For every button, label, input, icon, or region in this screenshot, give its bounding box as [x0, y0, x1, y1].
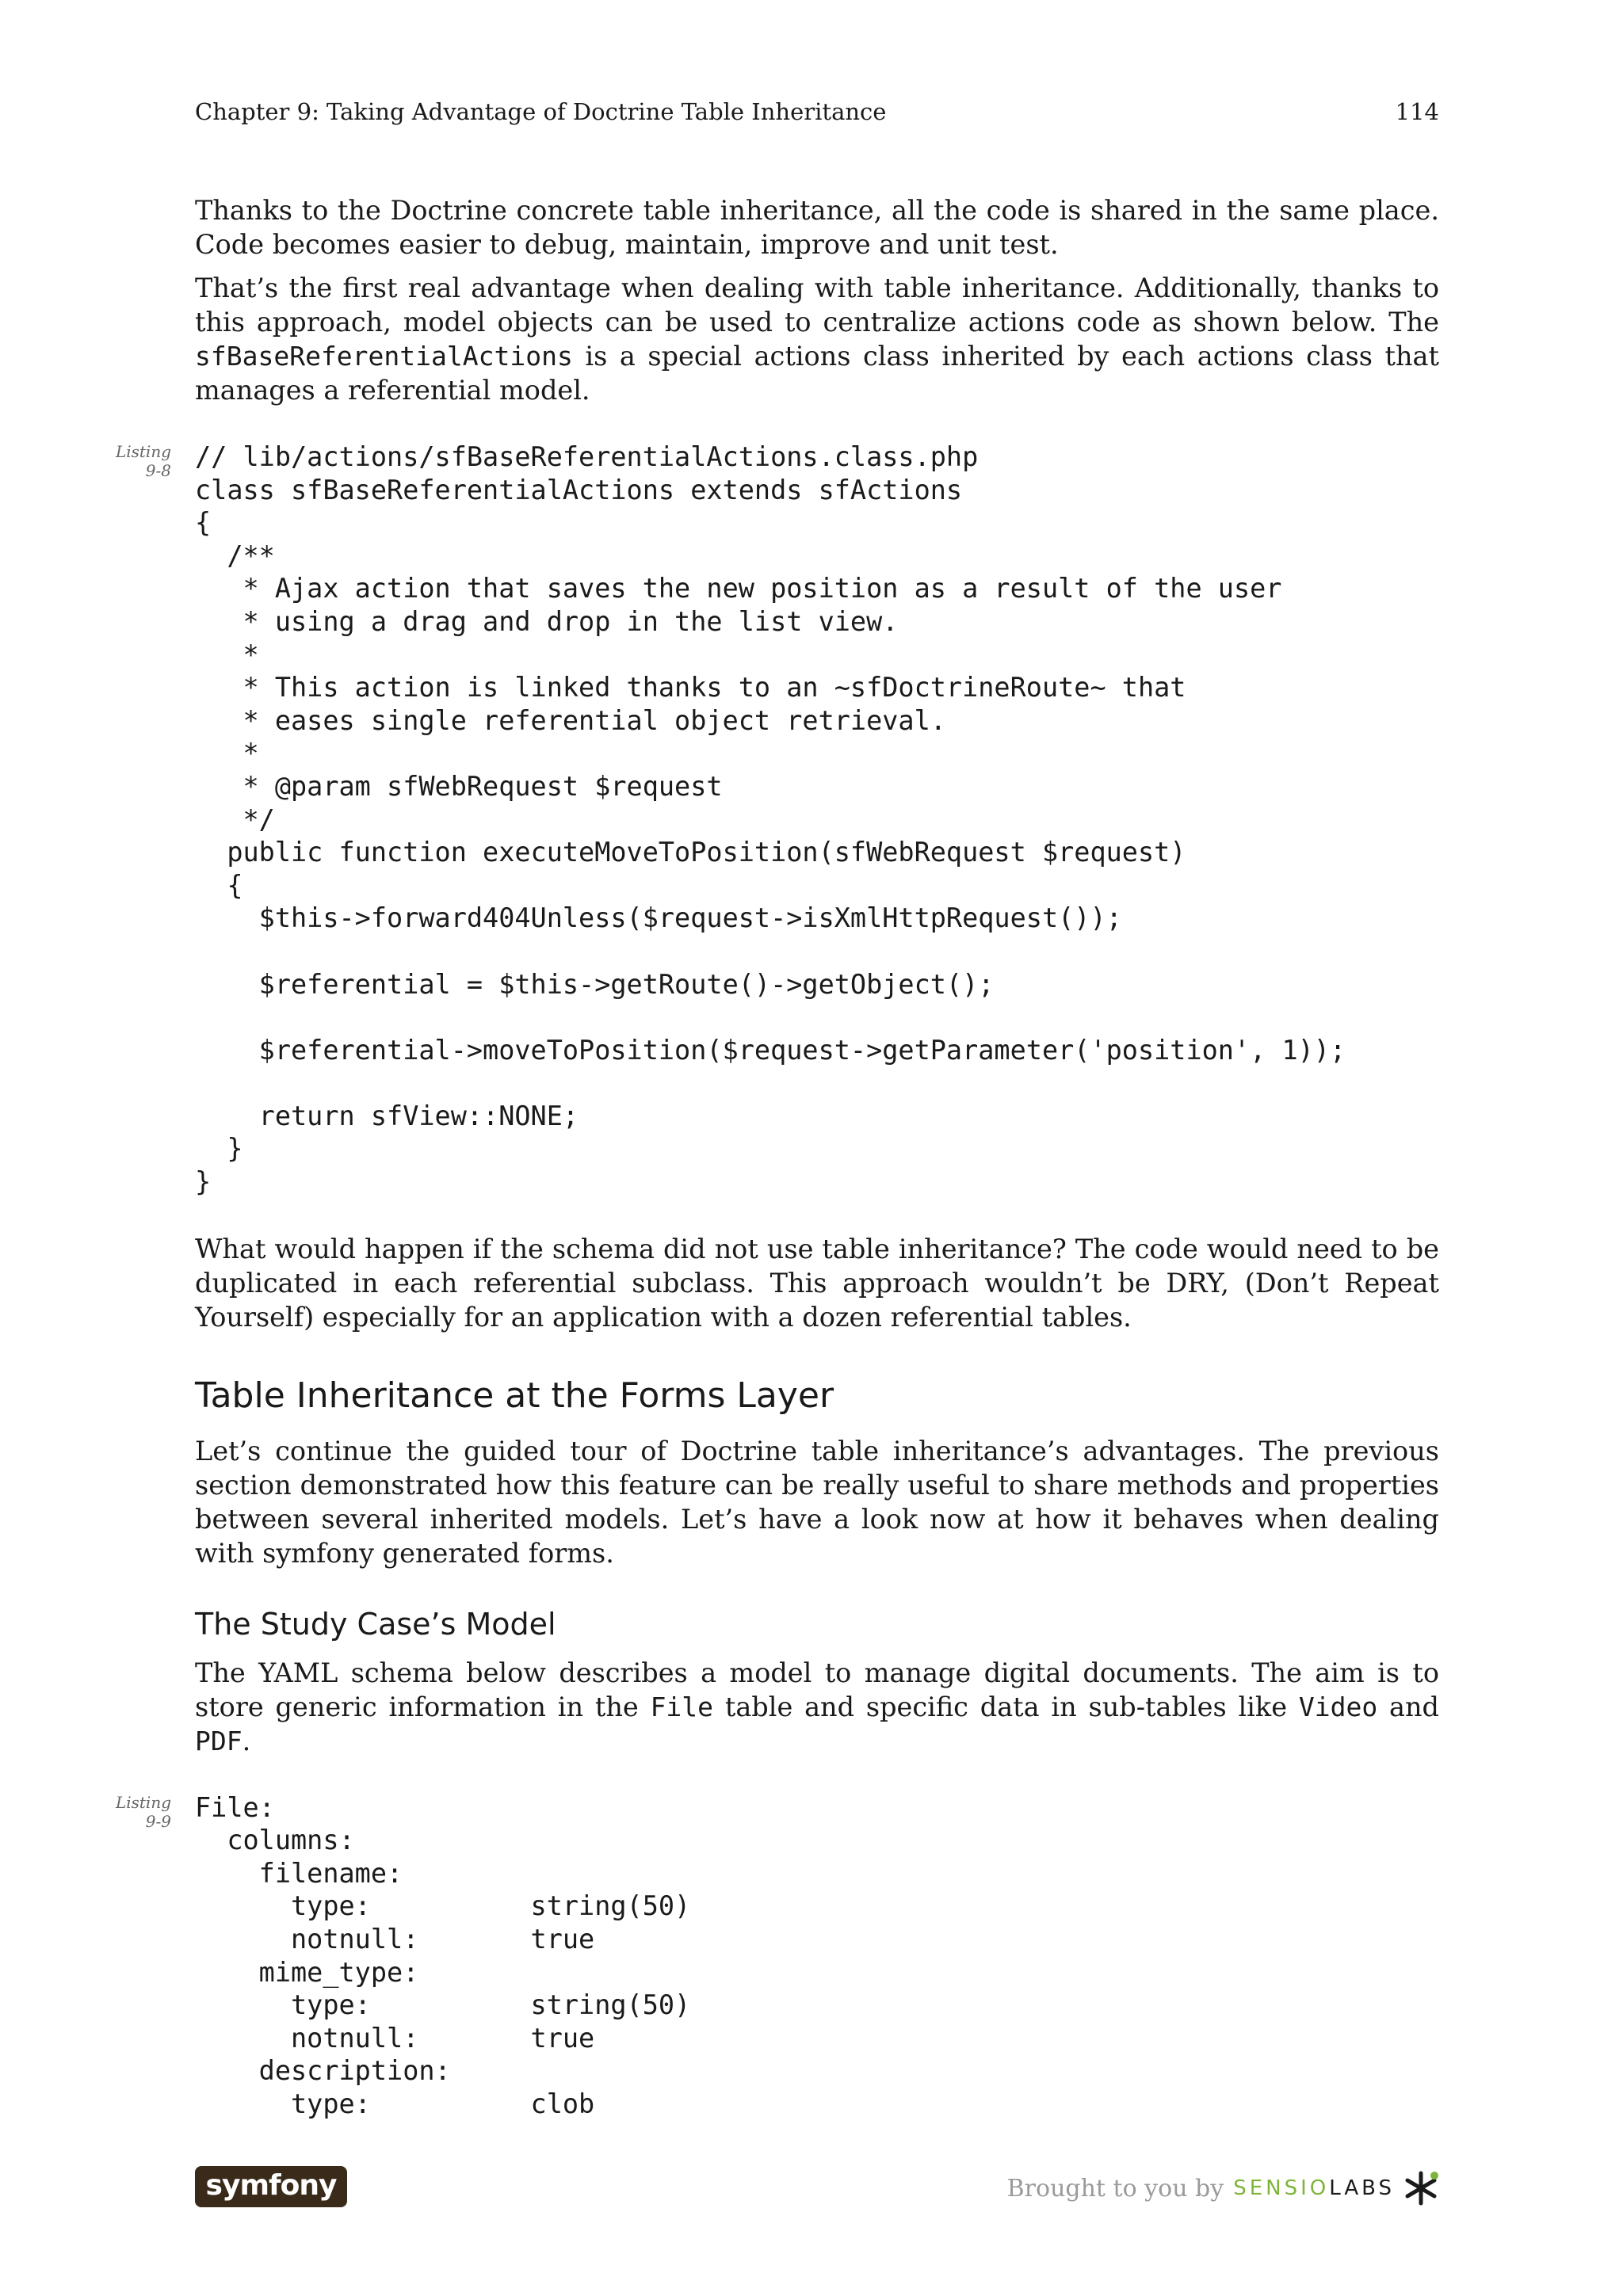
paragraph-5-text-a: The YAML schema below describes a model to manage digital documents. The aim is to store generic information in the: [195, 1657, 1439, 1722]
paragraph-2-text-a: That’s the first real advantage when dealing with table inheritance. Additionally, thanks to this approach, model objects can be used to centralize actions code as shown below. The: [195, 273, 1439, 338]
paragraph-4: Let’s continue the guided tour of Doctrine table inheritance’s advantages. The previous section demonstrated how this feature can be really useful to share methods and properties between several inherited models. Let’s have a look now at how it behaves when dealing with symfony generated forms.: [195, 1435, 1439, 1569]
inline-code-video: Video: [1298, 1691, 1378, 1722]
running-header: [195, 98, 1439, 130]
page-body: [115, 193, 1439, 2154]
page-number: 114: [1395, 98, 1439, 125]
page-footer: [195, 2164, 1439, 2212]
listing-label: Listing 9-9: [115, 1792, 171, 1831]
section-heading: Table Inheritance at the Forms Layer: [195, 1375, 834, 1416]
paragraph-2: [195, 271, 1439, 407]
code-listing-9-8: [115, 441, 1439, 1199]
symfony-logo: symfony: [195, 2166, 347, 2207]
paragraph-2-text-b: is a special actions class inherited by each actions class that manages a referential model.: [195, 341, 1439, 406]
code-block: // lib/actions/sfBaseReferentialActions.class.php class sfBaseReferentialActions extends sfActions { /** * Ajax action that saves the new position as a result of the user * using a drag and drop in the list view. * * This action is linked thanks to an ~sfDoctrineRoute~ that * eases single referential object retrieval. * * @param sfWebRequest $request */ public function executeMoveToPosition(sfWebRequest $request) { $this->forward404Unless($request->isXmlHttpRequest()); $referential = $this->getRoute()->getObject(); $referential->moveToPosition($request->getParameter('position', 1)); return sfView::NONE; } }: [195, 441, 1346, 1198]
paragraph-5-text-b: table and specific data in sub-tables like: [713, 1691, 1299, 1722]
brand-sensio: SENSIO: [1233, 2176, 1330, 2200]
paragraph-5-text-d: .: [242, 1725, 251, 1756]
sensiolabs-star-icon: [1403, 2170, 1439, 2206]
brand-labs: LABS: [1329, 2176, 1395, 2200]
inline-code-pdf: PDF: [195, 1725, 242, 1756]
paragraph-5: [195, 1656, 1439, 1758]
sponsor-credit: [1007, 2169, 1439, 2207]
code-block: File: columns: filename: type: string(50) notnull: true mime_type: type: string(50) notnull: true description: type: clob: [195, 1791, 691, 2119]
paragraph-1: Thanks to the Doctrine concrete table inheritance, all the code is shared in the same place. Code becomes easier to debug, maintain, improve and unit test.: [195, 195, 1439, 260]
chapter-title: Chapter 9: Taking Advantage of Doctrine Table Inheritance: [195, 98, 887, 125]
code-listing-9-9: [115, 1791, 1439, 2121]
listing-label: Listing 9-8: [115, 442, 171, 480]
inline-code-class-name: sfBaseReferentialActions: [195, 341, 573, 372]
brought-to-you-text: Brought to you by: [1006, 2174, 1224, 2203]
paragraph-5-text-c: and: [1377, 1691, 1439, 1722]
inline-code-file: File: [650, 1691, 714, 1722]
paragraph-3: What would happen if the schema did not use table inheritance? The code would need to be duplicated in each referential subclass. This approach wouldn’t be DRY, (Don’t Repeat Yourself) especially for an application with a dozen referential tables.: [195, 1233, 1439, 1333]
subsection-heading: The Study Case’s Model: [195, 1606, 556, 1642]
